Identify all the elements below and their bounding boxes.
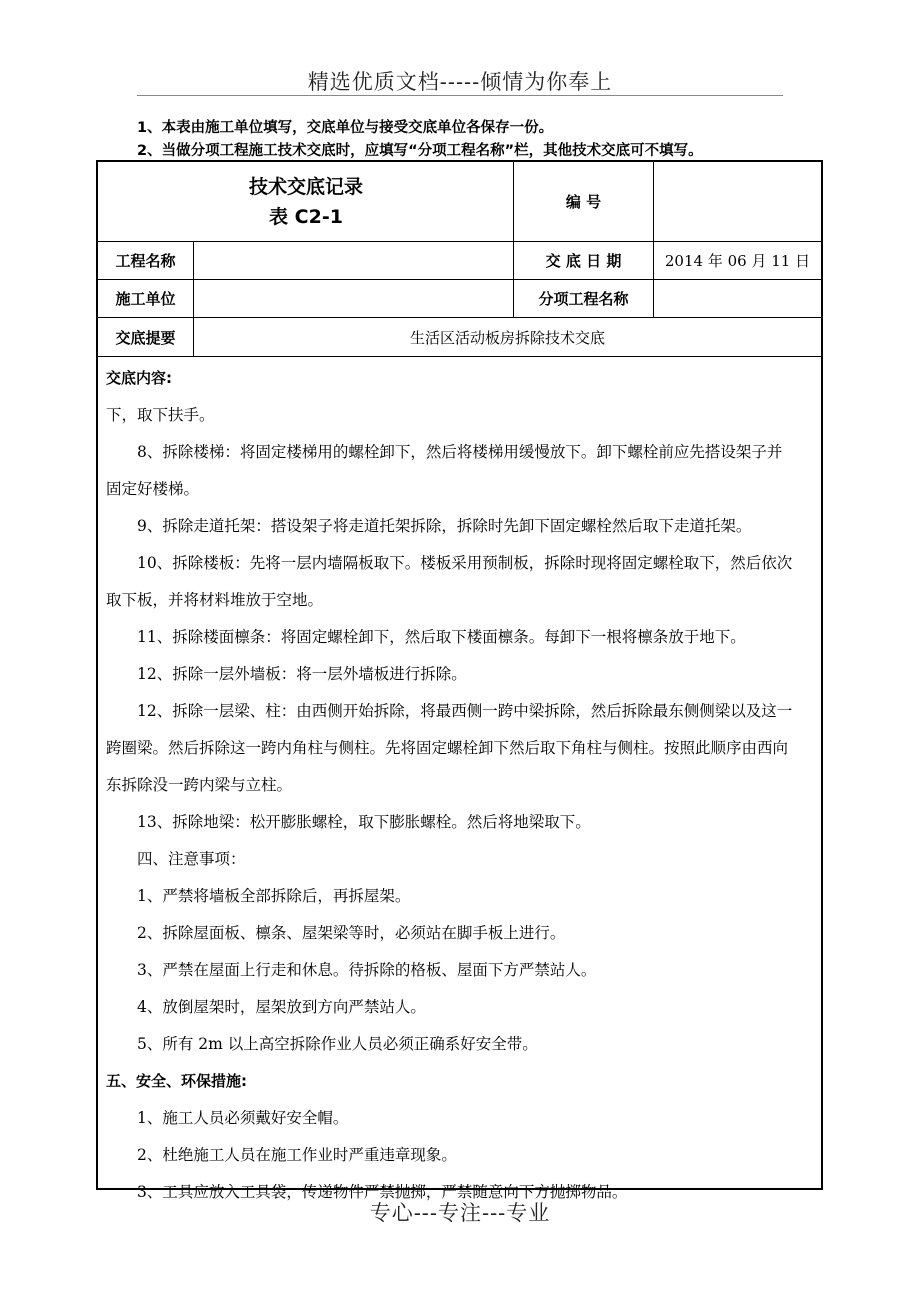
content-paragraph: 4、放倒屋架时，屋架放到方向严禁站人。 xyxy=(137,998,426,1016)
number-label: 编 号 xyxy=(565,193,602,211)
instruction-note-1: 1、本表由施工单位填写，交底单位与接受交底单位各保存一份。 xyxy=(137,120,554,136)
content-paragraph: 1、严禁将墙板全部拆除后，再拆屋架。 xyxy=(137,887,411,905)
sub-project-label: 分项工程名称 xyxy=(538,290,629,308)
content-paragraph: 2、拆除屋面板、檩条、屋架梁等时，必须站在脚手板上进行。 xyxy=(137,924,566,942)
content-paragraph: 四、注意事项： xyxy=(137,850,246,868)
content-section-heading: 五、安全、环保措施: xyxy=(106,1072,247,1090)
content-paragraph: 东拆除没一跨内梁与立柱。 xyxy=(106,776,293,794)
content-paragraph: 固定好楼梯。 xyxy=(106,480,200,498)
content-paragraph: 12、拆除一层梁、柱：由西侧开始拆除，将最西侧一跨中梁拆除，然后拆除最东侧侧梁以及这一 xyxy=(137,702,793,720)
content-paragraph: 13、拆除地梁：松开膨胀螺栓，取下膨胀螺栓。然后将地梁取下。 xyxy=(137,813,591,831)
content-paragraph: 5、所有 2m 以上高空拆除作业人员必须正确系好安全带。 xyxy=(137,1035,538,1053)
content-paragraph: 3、工具应放入工具袋，传递物件严禁抛掷，严禁随意向下方抛掷物品。 xyxy=(137,1183,628,1201)
content-paragraph: 下，取下扶手。 xyxy=(106,406,215,424)
page-header-title: 精选优质文档-----倾情为你奉上 xyxy=(307,70,613,94)
content-paragraph: 2、杜绝施工人员在施工作业时严重违章现象。 xyxy=(137,1146,457,1164)
content-paragraph: 3、严禁在屋面上行走和休息。待拆除的格板、屋面下方严禁站人。 xyxy=(137,961,597,979)
form-code: 表 C2-1 xyxy=(269,206,343,228)
header-divider xyxy=(137,95,783,96)
summary-label: 交底提要 xyxy=(115,328,176,347)
content-paragraph: 11、拆除楼面檩条：将固定螺栓卸下，然后取下楼面檩条。每卸下一根将檩条放于地下。 xyxy=(137,628,746,646)
construction-unit-label: 施工单位 xyxy=(115,290,176,308)
number-value[interactable] xyxy=(654,162,821,241)
project-name-value[interactable] xyxy=(194,242,513,279)
summary-value[interactable]: 生活区活动板房拆除技术交底 xyxy=(409,328,605,347)
row-divider xyxy=(98,356,821,357)
content-paragraph: 1、施工人员必须戴好安全帽。 xyxy=(137,1109,349,1127)
content-paragraph: 8、拆除楼梯：将固定楼梯用的螺栓卸下，然后将楼梯用缓慢放下。卸下螺栓前应先搭设架子并 xyxy=(137,443,783,461)
sub-project-value[interactable] xyxy=(654,280,821,317)
date-label: 交 底 日 期 xyxy=(545,252,622,270)
date-value[interactable]: 2014 年 06 月 11 日 xyxy=(664,252,811,270)
form-title xyxy=(98,162,514,242)
disclosure-content xyxy=(106,360,813,1211)
content-paragraph: 10、拆除楼板：先将一层内墙隔板取下。楼板采用预制板，拆除时现将固定螺栓取下，然后依次 xyxy=(137,554,793,572)
project-name-label: 工程名称 xyxy=(115,252,176,270)
content-paragraph: 取下板，并将材料堆放于空地。 xyxy=(106,591,324,609)
content-paragraph: 12、拆除一层外墙板：将一层外墙板进行拆除。 xyxy=(137,665,467,683)
instruction-note-2: 2、当做分项工程施工技术交底时，应填写“分项工程名称”栏，其他技术交底可不填写。 xyxy=(137,143,703,159)
content-paragraph: 9、拆除走道托架：搭设架子将走道托架拆除，拆除时先卸下固定螺栓然后取下走道托架。 xyxy=(137,517,752,535)
form-title-main: 技术交底记录 xyxy=(248,176,363,198)
content-label: 交底内容: xyxy=(106,369,172,387)
technical-disclosure-form xyxy=(96,160,823,1201)
content-paragraph: 跨圈梁。然后拆除这一跨内角柱与侧柱。先将固定螺栓卸下然后取下角柱与侧柱。按照此顺序由西向 xyxy=(106,739,789,757)
construction-unit-value[interactable] xyxy=(194,280,513,317)
page-footer: 专心---专注---专业 xyxy=(369,1201,551,1225)
